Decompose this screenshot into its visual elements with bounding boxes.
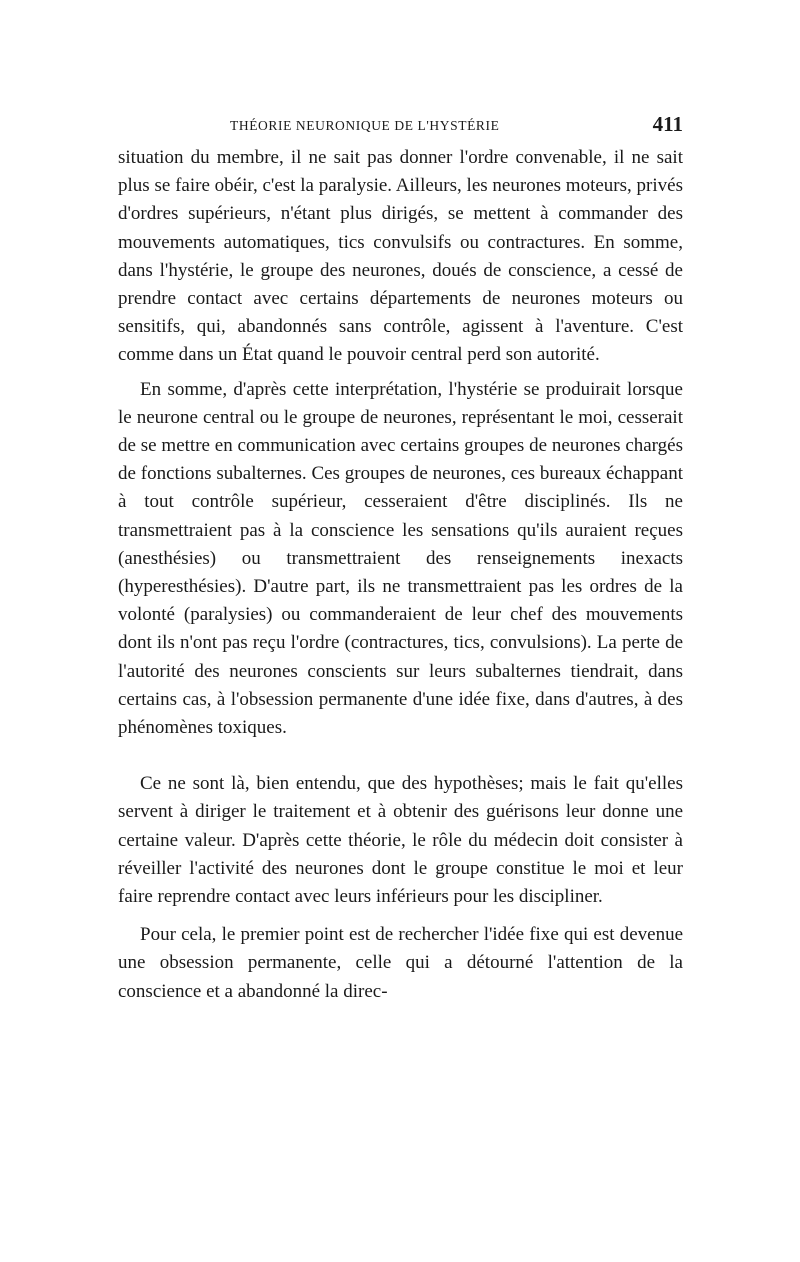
paragraph-3: Ce ne sont là, bien entendu, que des hypothèses; mais le fait qu'elles servent à diriger le traitement et à obtenir des guérisons leur donne une certaine valeur. D'après cette théorie, le rôle du médecin doit consister à réveiller l'activité des neurones dont le groupe constitue le moi et leur faire reprendre contact avec leurs inférieurs pour les discipliner. (118, 773, 683, 908)
book-page (118, 112, 683, 1006)
paragraph-4: Pour cela, le premier point est de rechercher l'idée fixe qui est devenue une obsession permanente, celle qui a détourné l'attention de la conscience et a abandonné la direc- (118, 924, 683, 1002)
paragraph-2: En somme, d'après cette interprétation, l'hystérie se produirait lorsque le neurone central ou le groupe de neurones, représentant le moi, cesserait de se mettre en communication avec certains groupes de neurones chargés de fonctions subalternes. Ces groupes de neurones, ces bureaux échappant à tout contrôle supérieur, cesseraient d'être disciplinés. Ils ne transmettraient pas à la conscience les sensations qu'ils auraient reçues (anesthésies) ou transmettraient des renseignements inexacts (hyperesthésies). D'autre part, ils ne transmettraient pas les ordres de la volonté (paralysies) ou commanderaient de leur chef des mouvements dont ils n'ont pas reçu l'ordre (contractures, tics, convulsions). La perte de l'autorité des neurones conscients sur leurs subalternes tiendrait, dans certains cas, à l'obsession permanente d'une idée fixe, dans d'autres, à des phénomènes toxiques. (118, 378, 683, 739)
running-head (118, 112, 683, 138)
running-title: THÉORIE NEURONIQUE DE L'HYSTÉRIE (230, 118, 500, 133)
paragraph-1: situation du membre, il ne sait pas donner l'ordre convenable, il ne sait plus se faire obéir, c'est la paralysie. Ailleurs, les neurones moteurs, privés d'ordres supérieurs, n'étant plus dirigés, se mettent à commander des mouvements automatiques, tics convulsifs ou contractures. En somme, dans l'hystérie, le groupe des neurones, doués de conscience, a cessé de prendre contact avec certains départements de neurones moteurs ou sensitifs, qui, abandonnés sans contrôle, agissent à l'aventure. C'est comme dans un État quand le pouvoir central perd son autorité. (118, 147, 683, 366)
page-number: 411 (652, 112, 683, 136)
